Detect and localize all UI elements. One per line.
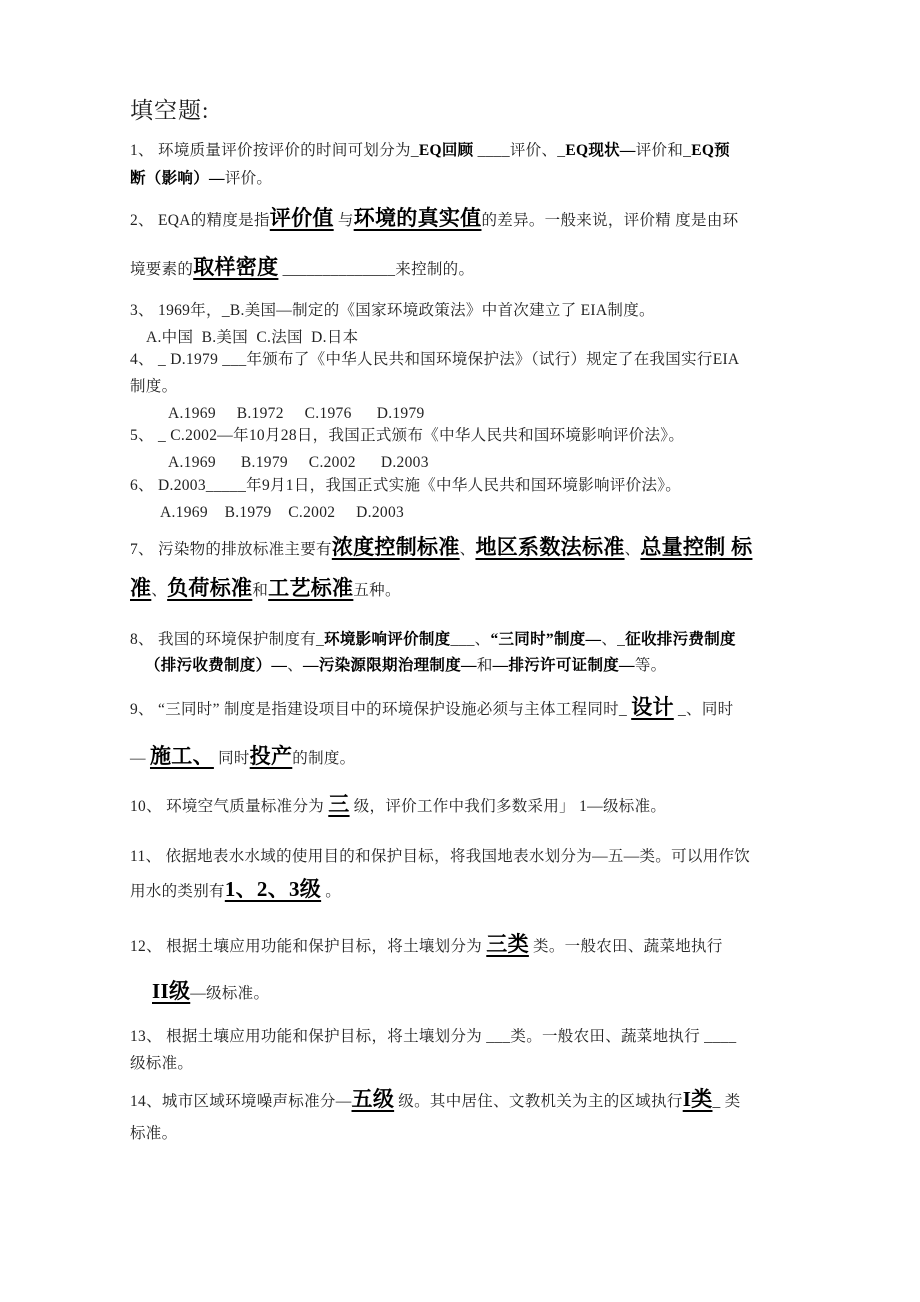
text-segment: —级标准。 bbox=[190, 985, 270, 1002]
text-segment: 6、 D.2003_____年9月1日，我国正式实施《中华人民共和国环境影响评价法》。 bbox=[130, 477, 682, 494]
text-segment: 级。其中居住、文教机关为主的区域执行 bbox=[394, 1093, 683, 1110]
text-segment: II级 bbox=[152, 979, 191, 1003]
text-segment: 等。 bbox=[634, 657, 667, 674]
text-segment: 、 bbox=[459, 541, 476, 558]
text-segment: _、同时 bbox=[673, 701, 734, 718]
text-segment: 、 bbox=[151, 582, 168, 599]
question-6 bbox=[130, 472, 820, 526]
text-line bbox=[130, 165, 820, 193]
question-2 bbox=[130, 195, 820, 293]
text-segment: 10、 环境空气质量标准分为 bbox=[130, 798, 329, 815]
text-segment: （排污收费制度）— bbox=[145, 657, 288, 674]
text-segment: 1、2、3级 bbox=[224, 877, 322, 901]
text-line bbox=[130, 373, 820, 400]
text-line bbox=[130, 873, 820, 908]
text-segment: 来控制的。 bbox=[395, 261, 475, 278]
text-segment: 3、 1969年，_B.美国—制定的《国家环境政策法》中首次建立了 EIA制度。 bbox=[130, 302, 655, 319]
question-9 bbox=[130, 684, 820, 782]
text-segment: —排污许可证制度— bbox=[492, 657, 635, 674]
text-line bbox=[130, 1023, 820, 1050]
text-segment: 断（影响）— bbox=[130, 170, 225, 187]
text-segment: — bbox=[130, 750, 150, 767]
text-segment: 评价。 bbox=[224, 170, 273, 187]
text-segment: 准 bbox=[130, 576, 152, 600]
text-segment: 五种。 bbox=[353, 582, 401, 599]
text-segment: 三类 bbox=[486, 932, 529, 956]
text-segment: 施工、 bbox=[149, 744, 214, 768]
text-segment: 、 bbox=[287, 657, 304, 674]
text-segment: A.1969 B.1979 C.2002 D.2003 bbox=[168, 454, 429, 471]
text-line bbox=[130, 499, 820, 526]
text-segment: EQ预 bbox=[691, 142, 730, 159]
text-segment: 浓度控制标准 bbox=[331, 535, 460, 559]
text-line bbox=[130, 627, 820, 653]
text-segment: 用水的类别有 bbox=[130, 883, 225, 900]
text-segment: EQ回顾 bbox=[418, 142, 474, 159]
text-segment: _ 类 bbox=[712, 1093, 741, 1110]
question-3 bbox=[130, 297, 820, 351]
text-segment: 标准。 bbox=[130, 1125, 178, 1142]
text-segment: 4、 _ D.1979 ___年颁布了《中华人民共和国环境保护法》（试行）规定了在我国实行EIA bbox=[130, 351, 740, 368]
text-segment: 、 bbox=[624, 541, 641, 558]
text-segment: 评价和_ bbox=[635, 142, 692, 159]
text-line bbox=[130, 653, 820, 679]
question-7 bbox=[130, 528, 820, 610]
text-line bbox=[130, 684, 820, 733]
text-segment: 境要素的 bbox=[130, 261, 194, 278]
page-title: 填空题: bbox=[130, 98, 210, 123]
text-segment: 和 bbox=[476, 657, 493, 674]
text-segment: 5、 _ C.2002—年10月28日，我国正式颁布《中华人民共和国环境影响评价法》。 bbox=[130, 427, 685, 444]
text-segment: 。 bbox=[321, 883, 342, 900]
text-segment: 评价值 bbox=[269, 206, 334, 230]
text-segment: EQ现状— bbox=[565, 142, 636, 159]
text-segment: A.1969 B.1979 C.2002 D.2003 bbox=[160, 504, 405, 521]
text-segment: 设计 bbox=[631, 695, 674, 719]
text-segment: 9、 “三同时” 制度是指建设项目中的环境保护设施必须与主体工程同时_ bbox=[130, 701, 632, 718]
text-segment: ___、 bbox=[450, 631, 491, 648]
text-segment: 级标准。 bbox=[130, 1055, 194, 1072]
text-segment: 总量控制 标 bbox=[640, 535, 753, 559]
question-11 bbox=[130, 841, 820, 908]
text-segment: 类。一般农田、蔬菜地执行 bbox=[528, 938, 723, 955]
text-line bbox=[130, 422, 820, 449]
question-8 bbox=[130, 627, 820, 679]
text-segment: 制度。 bbox=[130, 378, 178, 395]
question-13 bbox=[130, 1023, 820, 1077]
question-4 bbox=[130, 346, 820, 427]
text-line bbox=[130, 790, 820, 821]
question-10 bbox=[130, 790, 820, 821]
text-segment: 、_ bbox=[601, 631, 626, 648]
text-line bbox=[130, 244, 820, 293]
text-line bbox=[130, 969, 820, 1016]
text-line bbox=[130, 1083, 820, 1118]
text-line bbox=[130, 297, 820, 324]
text-segment: “三同时”制度— bbox=[490, 631, 602, 648]
text-segment: 三 bbox=[328, 792, 350, 816]
text-segment: 工艺标准 bbox=[268, 576, 354, 600]
text-segment: 环境影响评价制度 bbox=[324, 631, 451, 648]
text-segment: 负荷标准 bbox=[167, 576, 253, 600]
text-segment: 和 bbox=[252, 582, 269, 599]
text-line bbox=[130, 1118, 820, 1150]
text-segment: ______________ bbox=[278, 261, 396, 278]
text-line bbox=[130, 841, 820, 873]
text-segment: 的制度。 bbox=[292, 750, 356, 767]
text-line bbox=[130, 346, 820, 373]
text-segment: 13、 根据土壤应用功能和保护目标，将土壤划分为 ___类。一般农田、蔬菜地执行 ____ bbox=[130, 1028, 737, 1045]
text-segment: 级，评价工作中我们多数采用」 1—级标准。 bbox=[349, 798, 667, 815]
text-segment: 7、 污染物的排放标准主要有 bbox=[130, 541, 332, 558]
text-line bbox=[130, 195, 820, 244]
text-segment: I类 bbox=[682, 1087, 713, 1111]
text-segment: 1、 环境质量评价按评价的时间可划分为_ bbox=[130, 142, 419, 159]
text-line bbox=[130, 733, 820, 782]
text-line bbox=[130, 472, 820, 499]
text-segment: 取样密度 bbox=[193, 255, 279, 279]
text-line bbox=[130, 569, 820, 610]
text-line bbox=[130, 922, 820, 969]
text-segment: 同时 bbox=[213, 750, 250, 767]
text-segment: 五级 bbox=[351, 1087, 395, 1111]
text-segment: 2、 EQA的精度是指 bbox=[130, 212, 270, 229]
question-14 bbox=[130, 1083, 820, 1150]
question-1 bbox=[130, 137, 820, 193]
text-segment: 8、 我国的环境保护制度有_ bbox=[130, 631, 325, 648]
text-segment: 征收排污费制度 bbox=[625, 631, 736, 648]
text-segment: 12、 根据土壤应用功能和保护目标，将土壤划分为 bbox=[130, 938, 487, 955]
text-segment: ____评价、_ bbox=[473, 142, 566, 159]
text-segment: A.中国 B.美国 C.法国 D.日本 bbox=[146, 329, 359, 346]
text-line bbox=[130, 137, 820, 165]
text-segment: 投产 bbox=[249, 744, 293, 768]
question-12 bbox=[130, 922, 820, 1016]
text-segment: 与 bbox=[333, 212, 354, 229]
text-segment: 地区系数法标准 bbox=[475, 535, 625, 559]
text-segment: 11、 依据地表水水域的使用目的和保护目标，将我国地表水划分为—五—类。可以用作饮 bbox=[130, 848, 751, 865]
question-5 bbox=[130, 422, 820, 476]
text-segment: —污染源限期治理制度— bbox=[303, 657, 477, 674]
text-line bbox=[130, 528, 820, 569]
text-segment: 14、城市区域环境噪声标准分— bbox=[130, 1093, 352, 1110]
text-line bbox=[130, 1050, 820, 1077]
text-segment: A.1969 B.1972 C.1976 D.1979 bbox=[168, 405, 425, 422]
text-segment: 环境的真实值 bbox=[353, 206, 482, 230]
text-segment: 的差异。一般来说，评价精 度是由环 bbox=[481, 212, 739, 229]
